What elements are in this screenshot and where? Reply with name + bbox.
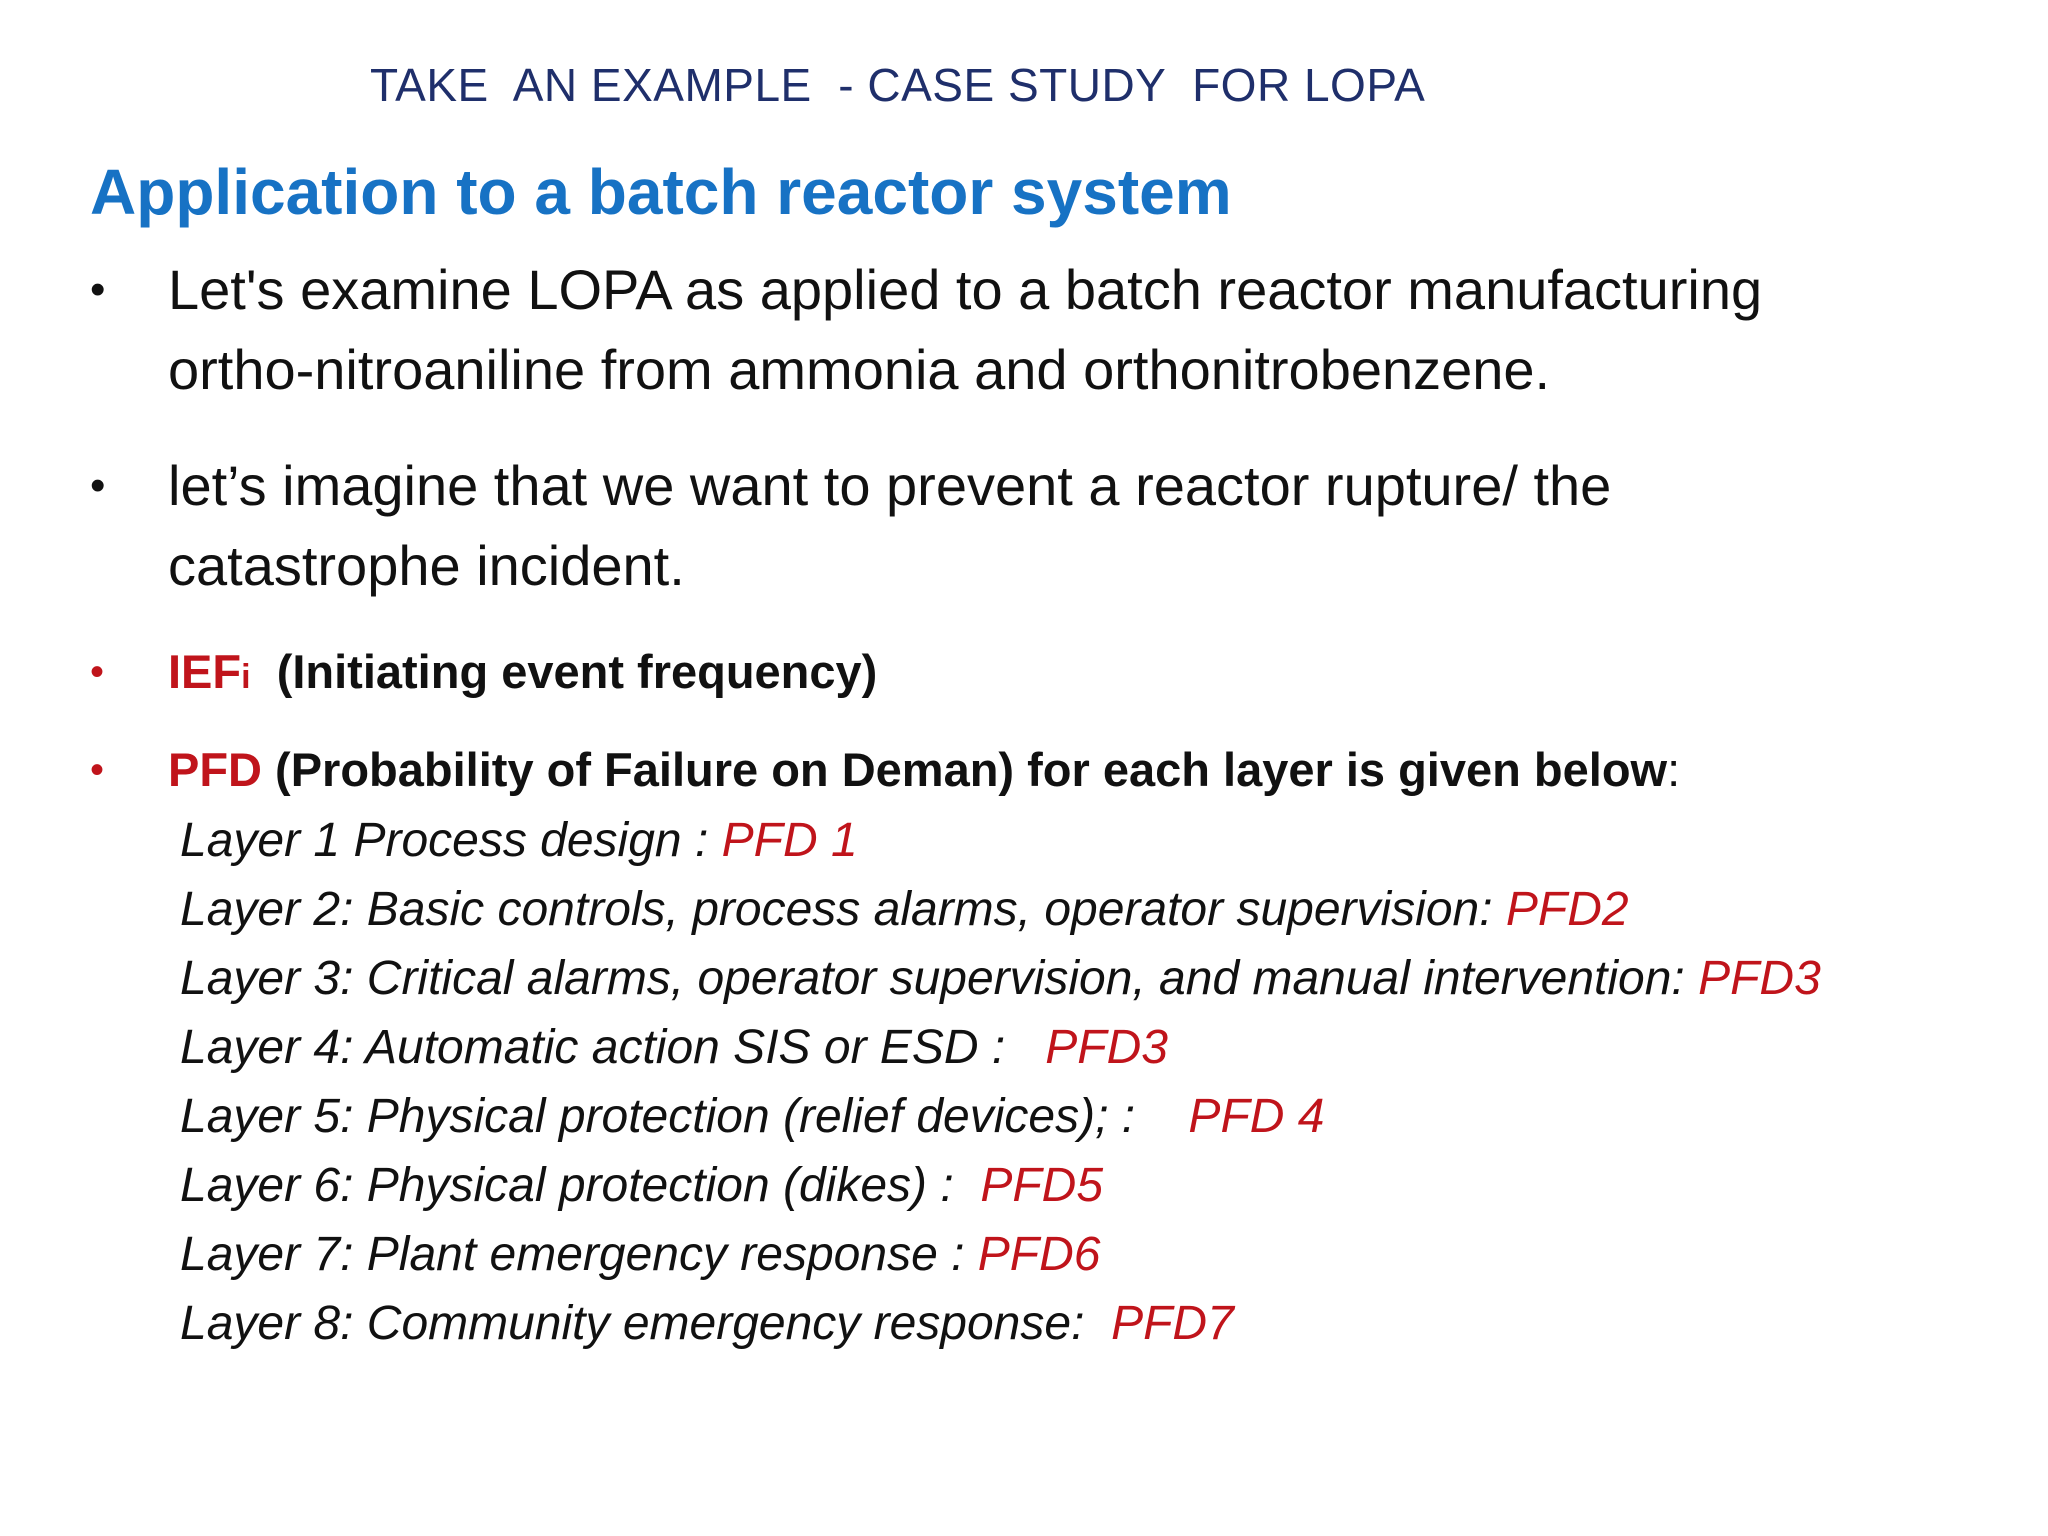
layer-label: Layer 6: Physical protection (dikes) :	[180, 1159, 981, 1212]
bullet-line: Let's examine LOPA as applied to a batch reactor manufacturing	[168, 258, 1763, 321]
bullet-dot-icon: •	[90, 748, 105, 792]
slide-title: Application to a batch reactor system	[90, 156, 1232, 228]
layer-row-3	[180, 944, 1821, 1013]
bullet-text	[168, 446, 1611, 606]
layer-label: Layer 3: Critical alarms, operator supervision, and manual intervention:	[180, 952, 1699, 1005]
layer-label: Layer 5: Physical protection (relief devices); :	[180, 1090, 1189, 1143]
layer-pfd: PFD7	[1111, 1297, 1234, 1350]
layer-row-7	[180, 1220, 1821, 1289]
layer-row-2	[180, 875, 1821, 944]
ief-term: IEF	[168, 645, 242, 698]
layer-label: Layer 2: Basic controls, process alarms, operator supervision:	[180, 883, 1506, 936]
pfd-description: (Probability of Failure on Deman) for each layer is given below	[262, 743, 1668, 796]
layer-pfd: PFD 4	[1188, 1090, 1325, 1143]
pfd-text	[168, 738, 1680, 802]
layer-pfd: PFD3	[1698, 952, 1821, 1005]
ief-text	[168, 640, 877, 709]
layer-pfd: PFD5	[980, 1159, 1104, 1212]
layer-label: Layer 4: Automatic action SIS or ESD :	[180, 1021, 1046, 1074]
layer-label: Layer 8: Community emergency response:	[180, 1297, 1112, 1350]
ief-description: (Initiating event frequency)	[250, 645, 878, 698]
bullet-text	[168, 250, 1762, 410]
bullet-dot-icon: •	[90, 265, 106, 314]
layer-row-6	[180, 1151, 1821, 1220]
bullet-line: let’s imagine that we want to prevent a reactor rupture/ the	[168, 454, 1612, 517]
ief-subscript: i	[241, 658, 251, 696]
layer-row-1	[180, 806, 1821, 875]
layer-pfd: PFD3	[1045, 1021, 1168, 1074]
layer-pfd: PFD2	[1505, 883, 1629, 936]
bullet-line: catastrophe incident.	[168, 534, 685, 597]
pfd-colon: :	[1667, 743, 1681, 796]
pfd-term: PFD	[168, 743, 262, 796]
layer-label: Layer 7: Plant emergency response :	[180, 1228, 978, 1281]
bullet-dot-icon: •	[90, 650, 105, 694]
slide-top-heading: TAKE AN EXAMPLE - CASE STUDY FOR LOPA	[370, 59, 1426, 111]
layer-row-5	[180, 1082, 1821, 1151]
bullet-line: ortho-nitroaniline from ammonia and orthonitrobenzene.	[168, 338, 1551, 401]
layer-pfd: PFD 1	[721, 814, 858, 867]
layer-row-8	[180, 1289, 1821, 1358]
layer-label: Layer 1 Process design :	[180, 814, 722, 867]
bullet-dot-icon: •	[90, 461, 106, 510]
layer-list	[180, 806, 1821, 1358]
layer-row-4	[180, 1013, 1821, 1082]
layer-pfd: PFD6	[977, 1228, 1101, 1281]
